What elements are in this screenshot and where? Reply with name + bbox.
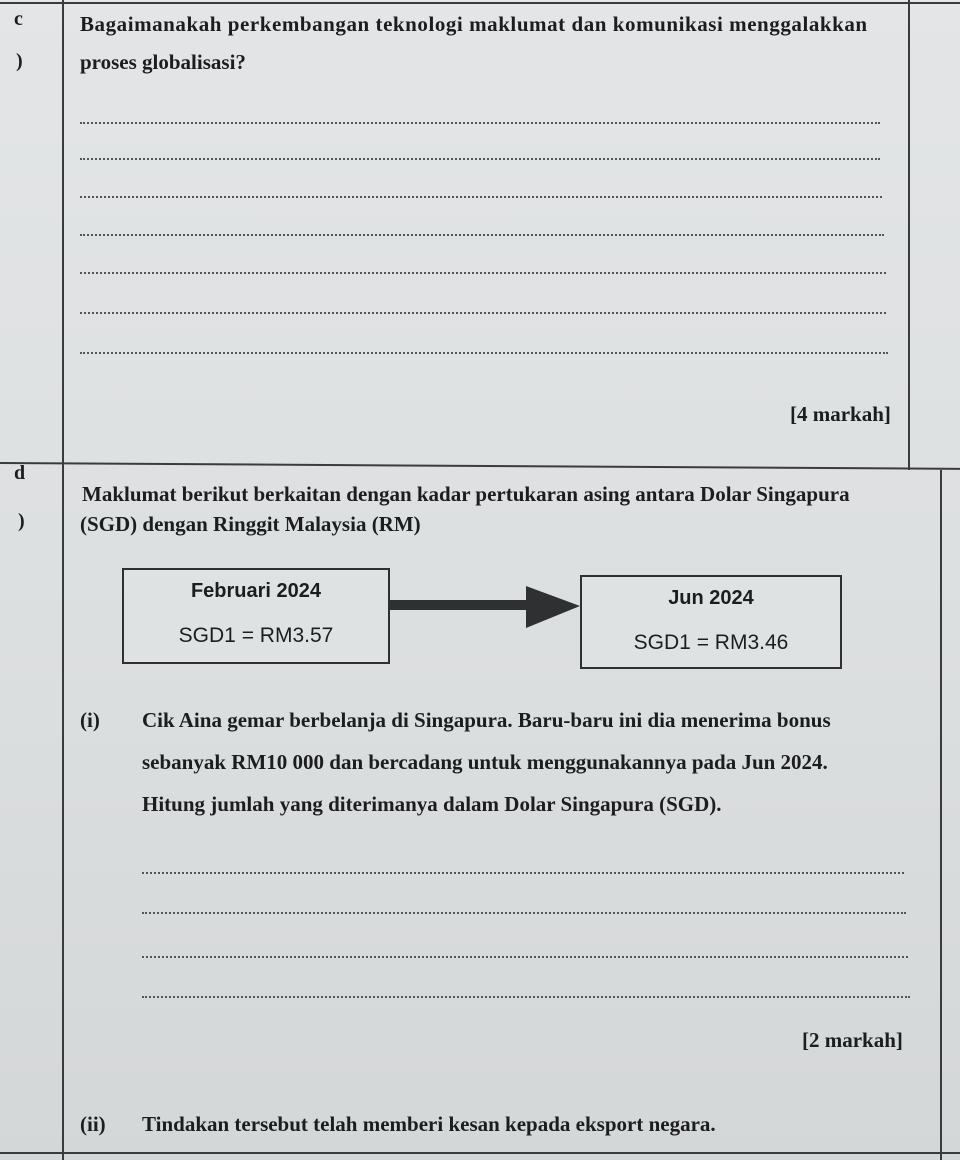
- answer-line[interactable]: [142, 996, 910, 998]
- sub-ii-line1: Tindakan tersebut telah memberi kesan kepada eksport negara.: [142, 1112, 716, 1136]
- part-c-label: c: [14, 8, 23, 30]
- arrow-head: [526, 586, 580, 628]
- arrow-icon: [390, 584, 590, 634]
- rate-box-june: [580, 575, 842, 669]
- part-c-question-line2: proses globalisasi?: [80, 50, 246, 74]
- part-c-question-line1: Bagaimanakah perkembangan teknologi maklumat dan komunikasi menggalakkan: [80, 12, 868, 36]
- right-border: [908, 0, 910, 470]
- answer-line[interactable]: [142, 872, 904, 874]
- top-border: [0, 2, 960, 4]
- rate-box-february-rate: SGD1 = RM3.57: [178, 624, 334, 647]
- part-d-intro-line1: Maklumat berikut berkaitan dengan kadar pertukaran asing antara Dolar Singapura: [82, 482, 850, 506]
- sub-i-line1: Cik Aina gemar berbelanja di Singapura. Baru-baru ini dia menerima bonus: [142, 708, 831, 732]
- answer-line[interactable]: [80, 196, 882, 198]
- part-c-marks: [4 markah]: [790, 402, 891, 426]
- answer-line[interactable]: [80, 122, 880, 124]
- sub-i-marks: [2 markah]: [802, 1028, 903, 1052]
- answer-line[interactable]: [142, 912, 906, 914]
- answer-line[interactable]: [80, 272, 886, 274]
- sub-i-label: (i): [80, 708, 100, 732]
- left-column-divider: [62, 0, 64, 1160]
- answer-line[interactable]: [80, 234, 884, 236]
- answer-line[interactable]: [80, 158, 880, 160]
- sub-i-line2: sebanyak RM10 000 dan bercadang untuk menggunakannya pada Jun 2024.: [142, 750, 828, 774]
- rate-box-june-rate: SGD1 = RM3.46: [633, 631, 789, 654]
- rate-box-june-title: Jun 2024: [668, 587, 754, 609]
- answer-line[interactable]: [80, 312, 886, 314]
- part-d-intro-line2: (SGD) dengan Ringgit Malaysia (RM): [80, 512, 421, 536]
- sub-ii-label: (ii): [80, 1112, 106, 1136]
- section-divider: [0, 462, 960, 470]
- part-d-paren: ): [18, 510, 25, 532]
- sub-i-line3: Hitung jumlah yang diterimanya dalam Dolar Singapura (SGD).: [142, 792, 722, 816]
- rate-box-february-title: Februari 2024: [190, 580, 322, 602]
- right-border-lower: [940, 470, 942, 1160]
- arrow-shaft: [390, 600, 532, 610]
- part-c-paren: ): [16, 50, 23, 72]
- part-d-label: d: [14, 462, 26, 484]
- bottom-border: [0, 1152, 960, 1154]
- answer-line[interactable]: [142, 956, 908, 958]
- answer-line[interactable]: [80, 352, 888, 354]
- rate-box-february: [122, 568, 390, 664]
